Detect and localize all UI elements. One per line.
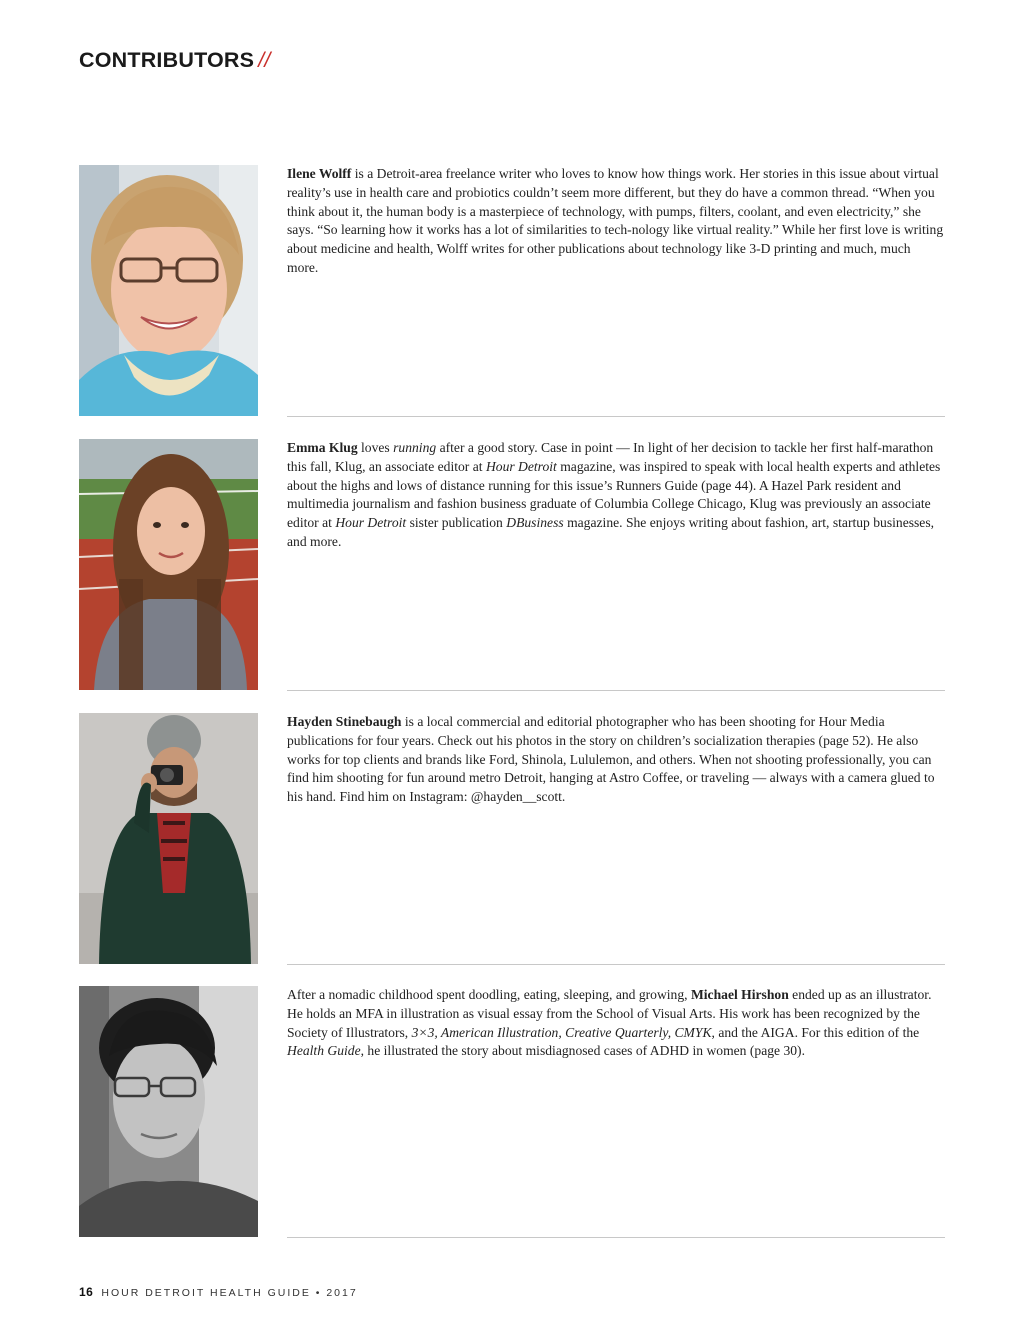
title-mark: // — [258, 48, 271, 72]
contributor-entry — [79, 986, 945, 1238]
contributor-name: Hayden Stinebaugh — [287, 714, 402, 729]
contributor-entry — [79, 165, 945, 417]
publication-title: Hour Detroit — [485, 458, 557, 474]
bio-text: after a good story. Case in point — In light of her decision to tackle her first half-marathon this fall, Klug, an associate editor at — [287, 440, 934, 474]
bio-text: magazine. She enjoys writing about fashion, art, startup businesses, and more. — [287, 515, 935, 549]
contributor-bio — [287, 439, 945, 552]
bio-text: After a nomadic childhood spent doodling, eating, sleeping, and growing, — [287, 987, 691, 1002]
publication-title: DBusiness — [506, 515, 564, 531]
divider — [287, 690, 945, 691]
page-title — [79, 48, 271, 73]
portrait-woman-track-icon — [79, 439, 258, 690]
contributor-entry — [79, 713, 945, 965]
contributor-bio — [287, 165, 945, 278]
contributor-bio — [287, 986, 945, 1061]
bio-text: , and the AIGA. For this edition of the — [711, 1024, 920, 1040]
bio-text: loves — [357, 440, 394, 455]
divider — [287, 416, 945, 417]
contributor-name: Emma Klug — [287, 440, 358, 455]
bio-text: sister publication — [406, 515, 507, 531]
page-number: 16 — [79, 1285, 94, 1299]
publication-title: Hour Detroit — [335, 515, 407, 531]
contributor-name: Ilene Wolff — [287, 166, 352, 181]
publication-name: HOUR DETROIT HEALTH GUIDE • 2017 — [101, 1287, 358, 1299]
portrait-man-camera-icon — [79, 713, 258, 964]
publication-title: Health Guide — [287, 1043, 361, 1059]
contributor-name: Michael Hirshon — [690, 987, 789, 1002]
divider — [287, 1237, 945, 1238]
page-footer — [79, 1285, 358, 1299]
bio-text: , he illustrated the story about misdiagnosed cases of ADHD in women (page 30). — [360, 1043, 805, 1059]
portrait-woman-glasses-icon — [79, 165, 258, 416]
contributor-entry — [79, 439, 945, 691]
bio-text: is a Detroit-area freelance writer who loves to know how things work. Her stories in this issue about virtual reality’s use in health care and probiotics couldn’t seem more different, but they do have a common thread. “When you think about it, the human body is a masterpiece of technology, with pumps, filters, coolant, and even electricity,” she says. “So learning how it works has a lot of similarities to tech-nology like virtual reality.” While her first love is writing about medicine and health, Wolff writes for other publications about technology like 3-D printing and much, much more. — [287, 166, 944, 275]
publication-title: 3×3, American Illustration, Creative Quarterly, CMYK — [411, 1024, 712, 1040]
bio-emphasis: running — [393, 440, 437, 455]
bio-text: magazine, was inspired to speak with local health experts and athletes about the highs and lows of distance running for this issue’s Runners Guide (page 44). A Hazel Park resident and multimedia journalism and fashion business graduate of Columbia College Chicago, Klug was previously an associate editor at — [287, 458, 941, 531]
portrait-man-bw-icon — [79, 986, 258, 1237]
title-text: CONTRIBUTORS — [79, 48, 255, 72]
divider — [287, 964, 945, 965]
bio-text: is a local commercial and editorial photographer who has been shooting for Hour Media publications for four years. Check out his photos in the story on children’s socialization therapies (page 52). He also works for top clients and brands like Ford, Shinola, Lululemon, and others. When not shooting professionally, you can find him shooting for fun around metro Detroit, hanging at Astro Coffee, or traveling — always with a camera glued to his hand. Find him on Instagram: @hayden__scott. — [287, 714, 935, 805]
bio-text: ended up as an illustrator. He holds an MFA in illustration as visual essay from the School of Visual Arts. His work has been recognized by the Society of Illustrators, — [287, 987, 932, 1040]
contributor-bio — [287, 713, 945, 807]
